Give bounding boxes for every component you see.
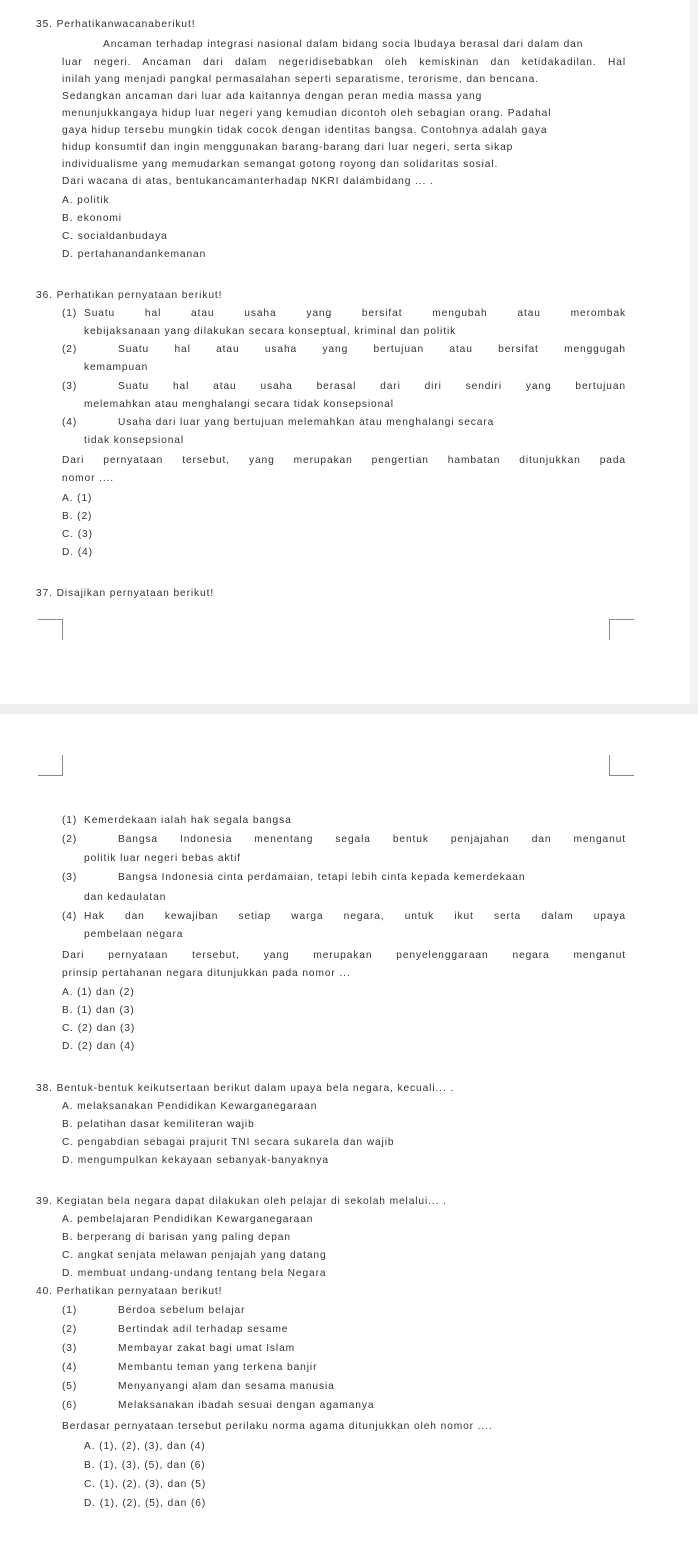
option-b[interactable]: B. berperang di barisan yang paling depan bbox=[62, 1232, 291, 1243]
option-c[interactable]: C. (3) bbox=[62, 529, 93, 540]
statement-number: (4) bbox=[62, 1362, 78, 1373]
option-a[interactable]: A. melaksanakan Pendidikan Kewarganegaraan bbox=[62, 1101, 318, 1112]
page-separator bbox=[0, 704, 698, 714]
question-37-title: 37. Disajikan pernyataan berikut! bbox=[36, 588, 215, 599]
crop-mark bbox=[38, 755, 63, 776]
question-37-text: Dari pernyataan tersebut, yang merupakan penyelenggaraan negara menganut bbox=[62, 950, 626, 961]
passage-line: inilah yang menjadi pangkal permasalahan seperti separatisme, terorisme, dan bencana. bbox=[62, 74, 539, 85]
option-b[interactable]: B. (1) dan (3) bbox=[62, 1005, 135, 1016]
option-a[interactable]: A. (1) bbox=[62, 493, 93, 504]
option-c[interactable]: C. pengabdian sebagai prajurit TNI secara sukarela dan wajib bbox=[62, 1137, 395, 1148]
statement-text: Bangsa Indonesia menentang segala bentuk penjajahan dan menganut bbox=[118, 834, 626, 845]
statement-number: (4) bbox=[62, 417, 78, 428]
statement-number: (6) bbox=[62, 1400, 78, 1411]
option-a[interactable]: A. politik bbox=[62, 195, 110, 206]
statement-text: Kemerdekaan ialah hak segala bangsa bbox=[84, 815, 292, 826]
option-d[interactable]: D. (2) dan (4) bbox=[62, 1041, 136, 1052]
statement-text: Melaksanakan ibadah sesuai dengan agamanya bbox=[118, 1400, 375, 1411]
page-edge bbox=[690, 0, 698, 704]
statement-text: kemampuan bbox=[84, 362, 149, 373]
crop-mark bbox=[38, 619, 63, 640]
question-40-title: 40. Perhatikan pernyataan berikut! bbox=[36, 1286, 223, 1297]
question-36-title: 36. Perhatikan pernyataan berikut! bbox=[36, 290, 223, 301]
question-36-text: nomor .... bbox=[62, 473, 115, 484]
statement-number: (5) bbox=[62, 1381, 78, 1392]
question-35-text: Dari wacana di atas, bentukancamanterhadap NKRI dalambidang ... . bbox=[62, 176, 434, 187]
statement-text: Suatu hal atau usaha yang bertujuan atau bersifat menggugah bbox=[118, 344, 626, 355]
option-c[interactable]: C. angkat senjata melawan penjajah yang datang bbox=[62, 1250, 327, 1261]
option-c[interactable]: C. (1), (2), (3), dan (5) bbox=[84, 1479, 207, 1490]
option-a[interactable]: A. (1), (2), (3), dan (4) bbox=[84, 1441, 206, 1452]
question-35-title: 35. Perhatikanwacanaberikut! bbox=[36, 19, 196, 30]
crop-mark bbox=[609, 755, 634, 776]
passage-line: Ancaman terhadap integrasi nasional dalam bidang socia lbudaya berasal dari dalam dan bbox=[103, 39, 584, 50]
option-b[interactable]: B. (2) bbox=[62, 511, 93, 522]
option-a[interactable]: A. (1) dan (2) bbox=[62, 987, 135, 998]
statement-number: (2) bbox=[62, 344, 78, 355]
question-38-title: 38. Bentuk-bentuk keikutsertaan berikut dalam upaya bela negara, kecuali... . bbox=[36, 1083, 455, 1094]
passage-line: gaya hidup tersebu mungkin tidak cocok dengan identitas bangsa. Contohnya adalah gaya bbox=[62, 125, 548, 136]
passage-line: hidup konsumtif dan ingin menggunakan barang-barang dari luar negeri, serta sikap bbox=[62, 142, 514, 153]
passage-line: Sedangkan ancaman dari luar ada kaitannya dengan peran media massa yang bbox=[62, 91, 483, 102]
option-b[interactable]: B. (1), (3), (5), dan (6) bbox=[84, 1460, 206, 1471]
statement-number: (4) bbox=[62, 911, 78, 922]
statement-number: (3) bbox=[62, 1343, 78, 1354]
statement-text: Bangsa Indonesia cinta perdamaian, tetapi lebih cinta kepada kemerdekaan bbox=[118, 872, 526, 883]
statement-text: Membantu teman yang terkena banjir bbox=[118, 1362, 318, 1373]
statement-number: (1) bbox=[62, 815, 78, 826]
statement-number: (2) bbox=[62, 1324, 78, 1335]
passage-line: individualisme yang memudarkan semangat gotong royong dan solidaritas sosial. bbox=[62, 159, 499, 170]
question-40-text: Berdasar pernyataan tersebut perilaku norma agama ditunjukkan oleh nomor .... bbox=[62, 1421, 493, 1432]
option-a[interactable]: A. pembelajaran Pendidikan Kewarganegaraan bbox=[62, 1214, 314, 1225]
option-c[interactable]: C. socialdanbudaya bbox=[62, 231, 168, 242]
option-d[interactable]: D. membuat undang-undang tentang bela Negara bbox=[62, 1268, 327, 1279]
question-36-text: Dari pernyataan tersebut, yang merupakan pengertian hambatan ditunjukkan pada bbox=[62, 455, 626, 466]
statement-text: tidak konsepsional bbox=[84, 435, 185, 446]
statement-text: politik luar negeri bebas aktif bbox=[84, 853, 242, 864]
statement-text: dan kedaulatan bbox=[84, 892, 167, 903]
option-c[interactable]: C. (2) dan (3) bbox=[62, 1023, 136, 1034]
statement-text: pembelaan negara bbox=[84, 929, 184, 940]
statement-text: melemahkan atau menghalangi secara tidak konsepsional bbox=[84, 399, 394, 410]
option-d[interactable]: D. pertahanandankemanan bbox=[62, 249, 207, 260]
passage-line: menunjukkangaya hidup luar negeri yang kemudian dicontoh oleh sebagian orang. Padahal bbox=[62, 108, 552, 119]
statement-text: Suatu hal atau usaha yang bersifat mengubah atau merombak bbox=[84, 308, 626, 319]
option-d[interactable]: D. mengumpulkan kekayaan sebanyak-banyaknya bbox=[62, 1155, 329, 1166]
option-d[interactable]: D. (4) bbox=[62, 547, 93, 558]
statement-text: Bertindak adil terhadap sesame bbox=[118, 1324, 289, 1335]
statement-text: Hak dan kewajiban setiap warga negara, untuk ikut serta dalam upaya bbox=[84, 911, 626, 922]
question-39-title: 39. Kegiatan bela negara dapat dilakukan oleh pelajar di sekolah melalui... . bbox=[36, 1196, 447, 1207]
statement-number: (3) bbox=[62, 872, 78, 883]
page-2 bbox=[0, 714, 698, 1561]
statement-text: kebijaksanaan yang dilakukan secara konseptual, kriminal dan politik bbox=[84, 326, 457, 337]
question-37-text: prinsip pertahanan negara ditunjukkan pada nomor ... bbox=[62, 968, 351, 979]
crop-mark bbox=[609, 619, 634, 640]
statement-number: (2) bbox=[62, 834, 78, 845]
statement-number: (1) bbox=[62, 308, 78, 319]
statement-number: (3) bbox=[62, 381, 78, 392]
statement-text: Suatu hal atau usaha berasal dari diri sendiri yang bertujuan bbox=[118, 381, 626, 392]
statement-text: Membayar zakat bagi umat Islam bbox=[118, 1343, 296, 1354]
statement-text: Usaha dari luar yang bertujuan melemahkan atau menghalangi secara bbox=[118, 417, 495, 428]
option-d[interactable]: D. (1), (2), (5), dan (6) bbox=[84, 1498, 207, 1509]
statement-text: Menyanyangi alam dan sesama manusia bbox=[118, 1381, 335, 1392]
option-b[interactable]: B. pelatihan dasar kemiliteran wajib bbox=[62, 1119, 255, 1130]
passage-line: luar negeri. Ancaman dari dalam negeridisebabkan oleh kemiskinan dan ketidakadilan. Hal bbox=[62, 57, 626, 68]
option-b[interactable]: B. ekonomi bbox=[62, 213, 122, 224]
page-1 bbox=[0, 0, 698, 704]
statement-text: Berdoa sebelum belajar bbox=[118, 1305, 246, 1316]
statement-number: (1) bbox=[62, 1305, 78, 1316]
